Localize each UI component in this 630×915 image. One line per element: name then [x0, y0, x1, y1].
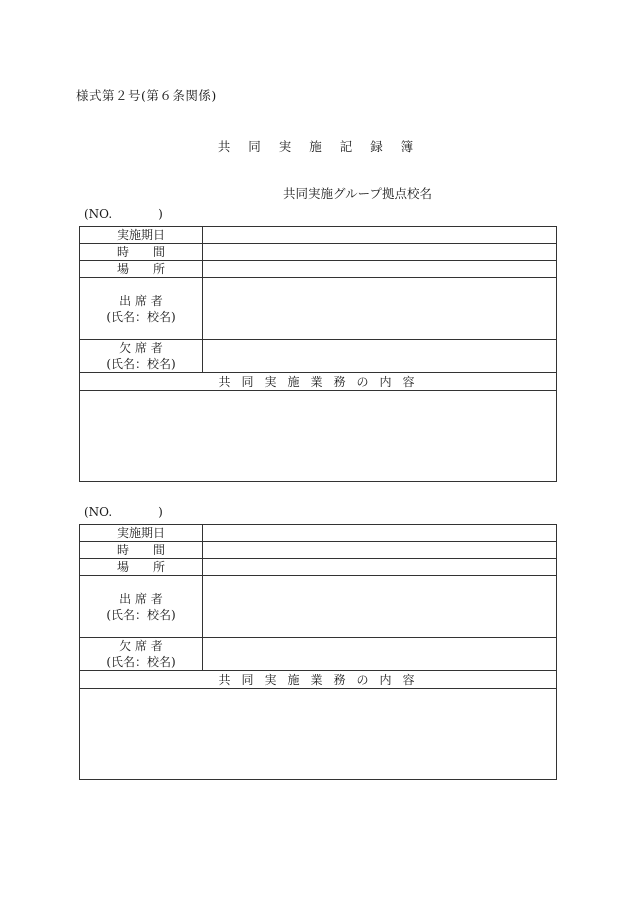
row-absentees — [80, 638, 557, 671]
content-field[interactable] — [80, 689, 557, 780]
absentees-label-cell — [80, 638, 203, 671]
content-header: 共同実施業務の内容 — [80, 373, 557, 391]
time-label: 時 間 — [80, 542, 203, 559]
row-attendees — [80, 278, 557, 340]
content-field[interactable] — [80, 391, 557, 482]
row-time — [80, 542, 557, 559]
attendees-note: (氏名：校名) — [106, 309, 176, 324]
attendees-field[interactable] — [203, 576, 557, 638]
attendees-label: 出 席 者 — [119, 591, 163, 606]
record-number-open: (NO. — [84, 505, 113, 519]
date-label: 実施期日 — [80, 525, 203, 542]
date-label: 実施期日 — [80, 227, 203, 244]
row-content — [80, 689, 557, 780]
row-place — [80, 559, 557, 576]
row-content-header — [80, 671, 557, 689]
record-table-1 — [79, 226, 557, 482]
attendees-label-cell — [80, 278, 203, 340]
record-number-open: (NO. — [84, 207, 113, 221]
record-number — [84, 505, 163, 519]
record-number-close: ) — [158, 207, 163, 221]
row-date — [80, 525, 557, 542]
form-id: 様式第２号(第６条関係) — [76, 88, 217, 103]
attendees-label-cell — [80, 576, 203, 638]
absentees-label: 欠 席 者 — [119, 639, 163, 653]
record-number-close: ) — [158, 505, 163, 519]
page-title: 共 同 実 施 記 録 簿 — [217, 139, 421, 154]
place-label: 場 所 — [80, 261, 203, 278]
record-number — [84, 207, 163, 221]
row-date — [80, 227, 557, 244]
content-header: 共同実施業務の内容 — [80, 671, 557, 689]
absentees-field[interactable] — [203, 340, 557, 373]
place-label: 場 所 — [80, 559, 203, 576]
row-time — [80, 244, 557, 261]
row-content-header — [80, 373, 557, 391]
absentees-label-cell — [80, 340, 203, 373]
row-attendees — [80, 576, 557, 638]
group-school-label: 共同実施グループ拠点校名 — [283, 186, 433, 201]
date-field[interactable] — [203, 227, 557, 244]
place-field[interactable] — [203, 261, 557, 278]
row-content — [80, 391, 557, 482]
time-field[interactable] — [203, 244, 557, 261]
absentees-note: (氏名：校名) — [106, 357, 176, 371]
record-table-2 — [79, 524, 557, 780]
absentees-label: 欠 席 者 — [119, 341, 163, 355]
place-field[interactable] — [203, 559, 557, 576]
time-field[interactable] — [203, 542, 557, 559]
date-field[interactable] — [203, 525, 557, 542]
time-label: 時 間 — [80, 244, 203, 261]
attendees-note: (氏名：校名) — [106, 607, 176, 622]
absentees-field[interactable] — [203, 638, 557, 671]
attendees-label: 出 席 者 — [119, 293, 163, 308]
row-place — [80, 261, 557, 278]
absentees-note: (氏名：校名) — [106, 655, 176, 669]
row-absentees — [80, 340, 557, 373]
attendees-field[interactable] — [203, 278, 557, 340]
